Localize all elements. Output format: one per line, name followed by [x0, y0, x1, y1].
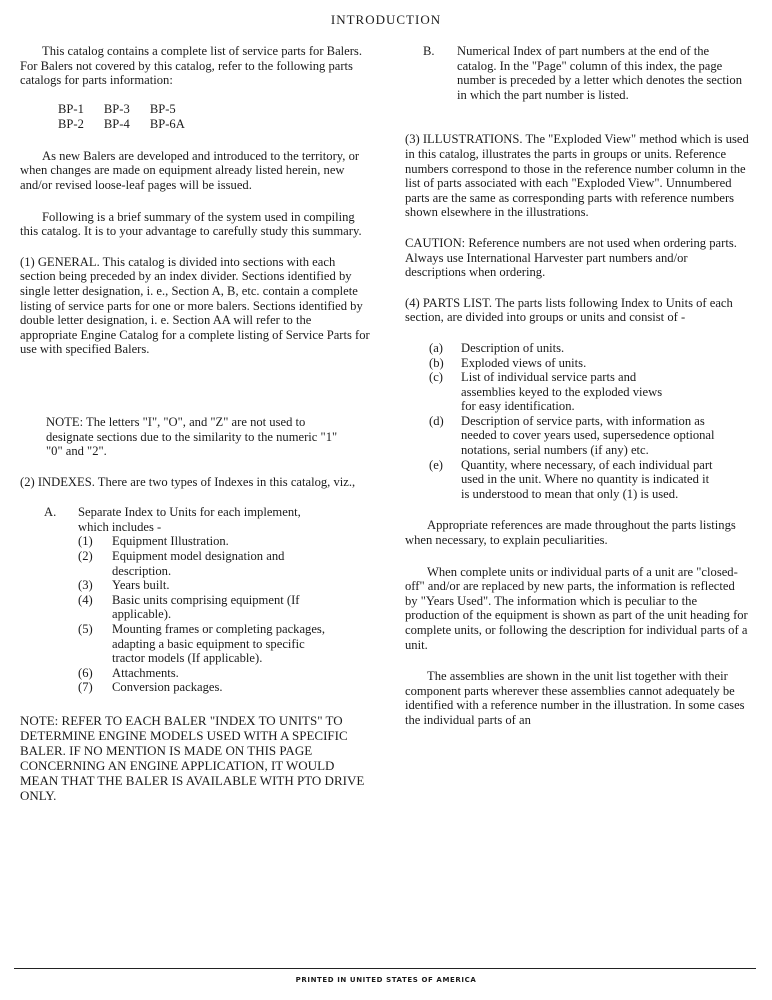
parts-list-paragraph: (4) PARTS LIST. The parts lists following Index to Units of each section, are divided into groups or units and consist of -: [405, 295, 733, 325]
summary-paragraph: Following is a brief summary of the system used in compiling this catalog. It is to your advantage to carefully study this summary.: [20, 209, 362, 239]
item-label: (d): [429, 413, 444, 428]
item-text: Description of units.: [461, 340, 565, 355]
item-text: Conversion packages.: [112, 680, 223, 695]
index-b-block: [423, 44, 750, 102]
item-label: (c): [429, 370, 443, 385]
item-text: List of individual service parts and assemblies keyed to the exploded views for easy identification.: [461, 370, 663, 414]
list-item: [429, 370, 750, 414]
item-text: Separate Index to Units for each implement, which includes -: [78, 505, 301, 534]
list-item: [429, 414, 750, 458]
list-item: [78, 578, 370, 593]
list-item: [44, 505, 370, 534]
item-label: (4): [78, 592, 93, 607]
item-label: (e): [429, 457, 443, 472]
general-paragraph: (1) GENERAL. This catalog is divided into sections with each section being preceded by an index divider. Sections identified by single letter designation, i. e., Section A, B, etc. contain a complete listing of service parts for one or more balers. Sections identified by double letter designation, i. e. Section AA will refer to the appropriate Engine Catalog for a complete listing of Service Parts for use with specified Balers.: [20, 254, 370, 357]
bp-cell: BP-5: [149, 101, 176, 116]
note-baler-engine: NOTE: REFER TO EACH BALER "INDEX TO UNITS" TO DETERMINE ENGINE MODELS USED WITH A SPECIFIC BALER. IF NO MENTION IS MADE ON THIS PAGE CONCERNING AN ENGINE APPLICATION, IT WOULD MEAN THAT THE BALER IS AVAILABLE WITH PTO DRIVE ONLY.: [20, 713, 365, 803]
illustrations-paragraph: (3) ILLUSTRATIONS. The "Exploded View" method which is used in this catalog, illustrates the parts in groups or units. Reference numbers correspond to those in the reference number column in the list of parts associated with each "Exploded View". Unnumbered parts are the same as corresponding parts with reference numbers shown elsewhere in the illustrations.: [405, 132, 749, 220]
item-text: Basic units comprising equipment (If applicable).: [112, 592, 300, 622]
item-label: (6): [78, 665, 93, 680]
item-label: (2): [78, 549, 93, 564]
footer-divider: [14, 968, 756, 969]
bp-cell: BP-2: [58, 116, 84, 131]
item-text: Mounting frames or completing packages, adapting a basic equipment to specific tractor models (If applicable).: [112, 622, 325, 666]
item-label: (7): [78, 680, 93, 695]
list-item: [429, 356, 750, 371]
list-item: [78, 549, 370, 578]
list-item: [78, 666, 370, 681]
bp-cell: BP-4: [103, 116, 130, 131]
item-text: Equipment Illustration.: [112, 534, 229, 549]
left-column: [20, 44, 370, 803]
list-item: [78, 680, 370, 695]
right-column: [405, 44, 750, 728]
bp-cell: BP-6A: [149, 116, 185, 131]
list-item: [78, 622, 370, 666]
printed-footer: PRINTED IN UNITED STATES OF AMERICA: [295, 976, 477, 984]
item-label: (5): [78, 622, 93, 637]
page-title: INTRODUCTION: [330, 12, 442, 27]
list-item: [78, 593, 370, 622]
indexes-paragraph: (2) INDEXES. There are two types of Indexes in this catalog, viz.,: [20, 474, 356, 489]
references-paragraph: Appropriate references are made throughout the parts listings when necessary, to explain peculiarities.: [405, 518, 736, 548]
item-label: (1): [78, 534, 93, 549]
item-text: Years built.: [112, 578, 170, 593]
list-item: [429, 341, 750, 356]
item-text: Equipment model designation and description.: [112, 549, 285, 578]
item-label: (b): [429, 355, 444, 370]
item-label: (a): [429, 340, 443, 355]
intro-paragraph: This catalog contains a complete list of service parts for Balers. For Balers not covered by this catalog, refer to the following parts catalogs for parts information:: [20, 44, 362, 88]
item-text: Exploded views of units.: [461, 355, 587, 370]
table-row: [58, 102, 205, 117]
parts-list-items: [429, 341, 750, 502]
caution-paragraph: CAUTION: Reference numbers are not used when ordering parts. Always use International Harvester part numbers and/or descriptions when ordering.: [405, 235, 737, 280]
item-label: B.: [423, 44, 435, 58]
table-row: [58, 117, 205, 132]
bp-catalog-table: [58, 102, 205, 132]
list-item: [429, 458, 750, 502]
item-text: Numerical Index of part numbers at the end of the catalog. In the "Page" column of this index, the page number is preceded by a letter which denotes the section in which the part number is listed.: [457, 44, 743, 102]
item-label: (3): [78, 578, 93, 593]
index-a-block: [44, 505, 370, 695]
item-text: Quantity, where necessary, of each individual part used in the unit. Where no quantity is indicated it is understood to mean that only (1) is used.: [461, 457, 713, 501]
list-item: [78, 534, 370, 549]
closed-off-paragraph: When complete units or individual parts of a unit are "closed-off" and/or are replaced by new parts, the information is reflected by "Years Used". The information which is peculiar to the production of the equipment is shown as part of the unit heading for complete units, or following the description for individual parts of a unit.: [405, 564, 748, 652]
item-text: Description of service parts, with information as needed to cover years used, supersedence optional notations, serial numbers (if any) etc.: [461, 413, 715, 458]
note-letters: NOTE: The letters "I", "O", and "Z" are not used to designate sections due to the similarity to the numeric "1" "0" and "2".: [46, 414, 338, 459]
item-label: A.: [44, 505, 57, 520]
bp-cell: BP-1: [58, 101, 84, 116]
item-text: Attachments.: [112, 665, 179, 680]
bp-cell: BP-3: [103, 101, 130, 116]
assemblies-paragraph: The assemblies are shown in the unit list together with their component parts wherever these assemblies cannot adequately be identified with a reference number in the illustration. In some cases the individual parts of an: [405, 669, 745, 727]
new-balers-paragraph: As new Balers are developed and introduced to the territory, or when changes are made on equipment already listed herein, new and/or revised loose-leaf pages will be issued.: [20, 148, 360, 192]
